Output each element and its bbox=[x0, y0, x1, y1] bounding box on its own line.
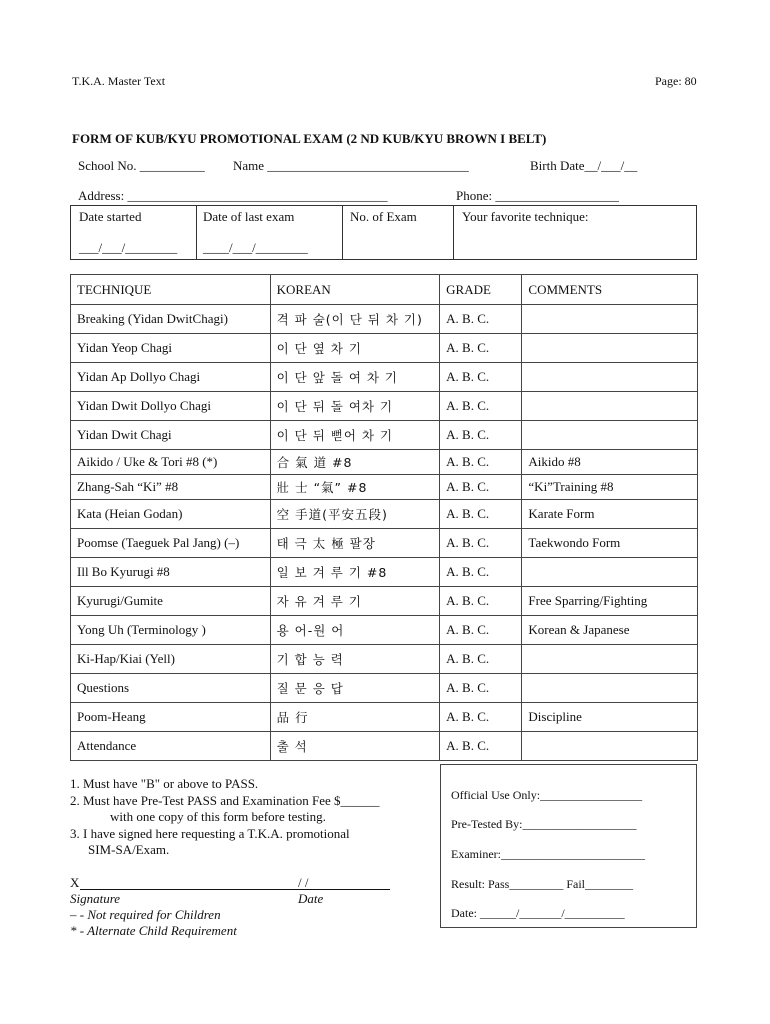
technique-cell: Attendance bbox=[71, 732, 271, 761]
grade-cell[interactable]: A. B. C. bbox=[440, 392, 522, 421]
divider bbox=[453, 205, 454, 260]
grade-cell[interactable]: A. B. C. bbox=[440, 732, 522, 761]
korean-cell: 기 합 능 력 bbox=[270, 645, 440, 674]
date-started-field[interactable]: ___/___/________ bbox=[79, 240, 178, 255]
korean-cell: 일 보 겨 루 기 #8 bbox=[270, 558, 440, 587]
technique-cell: Questions bbox=[71, 674, 271, 703]
grade-cell[interactable]: A. B. C. bbox=[440, 334, 522, 363]
technique-cell: Ki-Hap/Kiai (Yell) bbox=[71, 645, 271, 674]
no-of-exam-label: No. of Exam bbox=[350, 209, 417, 224]
technique-cell: Breaking (Yidan DwitChagi) bbox=[71, 305, 271, 334]
note-2: 2. Must have Pre-Test PASS and Examination Fee $______ bbox=[70, 792, 380, 808]
table-row bbox=[71, 674, 698, 703]
technique-cell: Yidan Ap Dollyo Chagi bbox=[71, 363, 271, 392]
table-header-row bbox=[71, 275, 698, 305]
table-row bbox=[71, 558, 698, 587]
comments-cell[interactable] bbox=[522, 558, 698, 587]
grade-cell[interactable]: A. B. C. bbox=[440, 305, 522, 334]
comments-cell[interactable] bbox=[522, 674, 698, 703]
table-row bbox=[71, 500, 698, 529]
technique-cell: Zhang-Sah “Ki” #8 bbox=[71, 475, 271, 500]
date-last-exam-field[interactable]: ____/___/________ bbox=[203, 240, 308, 255]
technique-cell: Kyurugi/Gumite bbox=[71, 587, 271, 616]
comments-cell[interactable]: Karate Form bbox=[522, 500, 698, 529]
table-row bbox=[71, 392, 698, 421]
date-started-label: Date started bbox=[79, 209, 142, 224]
name-field[interactable]: Name _______________________________ bbox=[233, 158, 469, 173]
korean-cell: 태 극 太 極 팔장 bbox=[270, 529, 440, 558]
technique-cell: Yidan Yeop Chagi bbox=[71, 334, 271, 363]
grade-cell[interactable]: A. B. C. bbox=[440, 450, 522, 475]
table-row bbox=[71, 334, 698, 363]
table-row bbox=[71, 529, 698, 558]
comments-cell[interactable]: “Ki”Training #8 bbox=[522, 475, 698, 500]
korean-cell: 合 氣 道 #8 bbox=[270, 450, 440, 475]
table-row bbox=[71, 616, 698, 645]
comments-cell[interactable] bbox=[522, 732, 698, 761]
technique-cell: Yong Uh (Terminology ) bbox=[71, 616, 271, 645]
korean-cell: 空 手道(平安五段) bbox=[270, 500, 440, 529]
school-no-field[interactable]: School No. __________ bbox=[78, 158, 205, 173]
table-row bbox=[71, 450, 698, 475]
grade-cell[interactable]: A. B. C. bbox=[440, 421, 522, 450]
page-number: Page: 80 bbox=[655, 74, 697, 88]
comments-cell[interactable] bbox=[522, 334, 698, 363]
korean-cell: 壯 士 “氣” #8 bbox=[270, 475, 440, 500]
grade-cell[interactable]: A. B. C. bbox=[440, 558, 522, 587]
divider bbox=[196, 205, 197, 260]
korean-cell: 이 단 뒤 돌 여차 기 bbox=[270, 392, 440, 421]
grade-cell[interactable]: A. B. C. bbox=[440, 616, 522, 645]
grade-cell[interactable]: A. B. C. bbox=[440, 529, 522, 558]
grade-cell[interactable]: A. B. C. bbox=[440, 645, 522, 674]
official-use-box bbox=[440, 764, 697, 928]
examiner-field[interactable]: Examiner:________________________ bbox=[451, 847, 645, 861]
technique-cell: Aikido / Uke & Tori #8 (*) bbox=[71, 450, 271, 475]
pre-tested-field[interactable]: Pre-Tested By:___________________ bbox=[451, 817, 637, 831]
table-row bbox=[71, 703, 698, 732]
signature-x: X bbox=[70, 875, 80, 890]
header-korean: KOREAN bbox=[270, 275, 440, 305]
table-row bbox=[71, 363, 698, 392]
technique-cell: Poomse (Taeguek Pal Jang) (–) bbox=[71, 529, 271, 558]
exam-table bbox=[70, 274, 698, 761]
grade-cell[interactable]: A. B. C. bbox=[440, 703, 522, 732]
official-use-field[interactable]: Official Use Only:_________________ bbox=[451, 788, 643, 802]
table-row bbox=[71, 305, 698, 334]
grade-cell[interactable]: A. B. C. bbox=[440, 475, 522, 500]
comments-cell[interactable]: Taekwondo Form bbox=[522, 529, 698, 558]
header-technique: TECHNIQUE bbox=[71, 275, 271, 305]
favorite-technique-label: Your favorite technique: bbox=[462, 209, 589, 224]
comments-cell[interactable] bbox=[522, 363, 698, 392]
note-3: 3. I have signed here requesting a T.K.A. promotional bbox=[70, 825, 350, 841]
korean-cell: 질 문 응 답 bbox=[270, 674, 440, 703]
header-comments: COMMENTS bbox=[522, 275, 698, 305]
comments-cell[interactable] bbox=[522, 305, 698, 334]
table-row bbox=[71, 732, 698, 761]
comments-cell[interactable]: Korean & Japanese bbox=[522, 616, 698, 645]
technique-cell: Yidan Dwit Dollyo Chagi bbox=[71, 392, 271, 421]
korean-cell: 이 단 뒤 뻗어 차 기 bbox=[270, 421, 440, 450]
korean-cell: 자 유 겨 루 기 bbox=[270, 587, 440, 616]
table-row bbox=[71, 475, 698, 500]
header-grade: GRADE bbox=[440, 275, 522, 305]
signature-label: Signature bbox=[70, 891, 121, 906]
korean-cell: 이 단 옆 차 기 bbox=[270, 334, 440, 363]
result-field[interactable]: Result: Pass_________ Fail________ bbox=[451, 877, 634, 891]
korean-cell: 격 파 술(이 단 뒤 차 기) bbox=[270, 305, 440, 334]
signature-line[interactable] bbox=[80, 889, 390, 890]
signature-date-slashes: / / bbox=[298, 875, 309, 890]
official-date-field[interactable]: Date: ______/_______/__________ bbox=[451, 906, 625, 920]
comments-cell[interactable]: Aikido #8 bbox=[522, 450, 698, 475]
comments-cell[interactable] bbox=[522, 392, 698, 421]
korean-cell: 品 行 bbox=[270, 703, 440, 732]
note-3-continued: SIM-SA/Exam. bbox=[88, 842, 170, 857]
grade-cell[interactable]: A. B. C. bbox=[440, 363, 522, 392]
table-row bbox=[71, 587, 698, 616]
comments-cell[interactable] bbox=[522, 421, 698, 450]
date-label: Date bbox=[298, 891, 324, 906]
technique-cell: Yidan Dwit Chagi bbox=[71, 421, 271, 450]
phone-field[interactable]: Phone: ___________________ bbox=[456, 188, 619, 203]
korean-cell: 이 단 앞 돌 여 차 기 bbox=[270, 363, 440, 392]
address-field[interactable]: Address: ________________________________________ bbox=[78, 188, 388, 203]
table-row bbox=[71, 645, 698, 674]
requirements-notes bbox=[70, 776, 380, 859]
technique-cell: Poom-Heang bbox=[71, 703, 271, 732]
birth-date-field[interactable]: Birth Date__/___/__ bbox=[530, 158, 638, 173]
form-title: FORM OF KUB/KYU PROMOTIONAL EXAM (2 ND KUB/KYU BROWN I BELT) bbox=[72, 131, 547, 146]
not-required-note: – - Not required for Children bbox=[70, 907, 221, 922]
alternate-note: * - Alternate Child Requirement bbox=[70, 923, 237, 938]
comments-cell[interactable]: Discipline bbox=[522, 703, 698, 732]
date-last-exam-label: Date of last exam bbox=[203, 209, 295, 224]
comments-cell[interactable]: Free Sparring/Fighting bbox=[522, 587, 698, 616]
note-2-continued: with one copy of this form before testing. bbox=[110, 809, 326, 824]
grade-cell[interactable]: A. B. C. bbox=[440, 500, 522, 529]
technique-cell: Kata (Heian Godan) bbox=[71, 500, 271, 529]
korean-cell: 출 석 bbox=[270, 732, 440, 761]
comments-cell[interactable] bbox=[522, 645, 698, 674]
grade-cell[interactable]: A. B. C. bbox=[440, 674, 522, 703]
korean-cell: 용 어-원 어 bbox=[270, 616, 440, 645]
header-left: T.K.A. Master Text bbox=[72, 74, 166, 88]
grade-cell[interactable]: A. B. C. bbox=[440, 587, 522, 616]
note-1: 1. Must have "B" or above to PASS. bbox=[70, 776, 259, 791]
divider bbox=[342, 205, 343, 260]
technique-cell: Ill Bo Kyurugi #8 bbox=[71, 558, 271, 587]
table-row bbox=[71, 421, 698, 450]
